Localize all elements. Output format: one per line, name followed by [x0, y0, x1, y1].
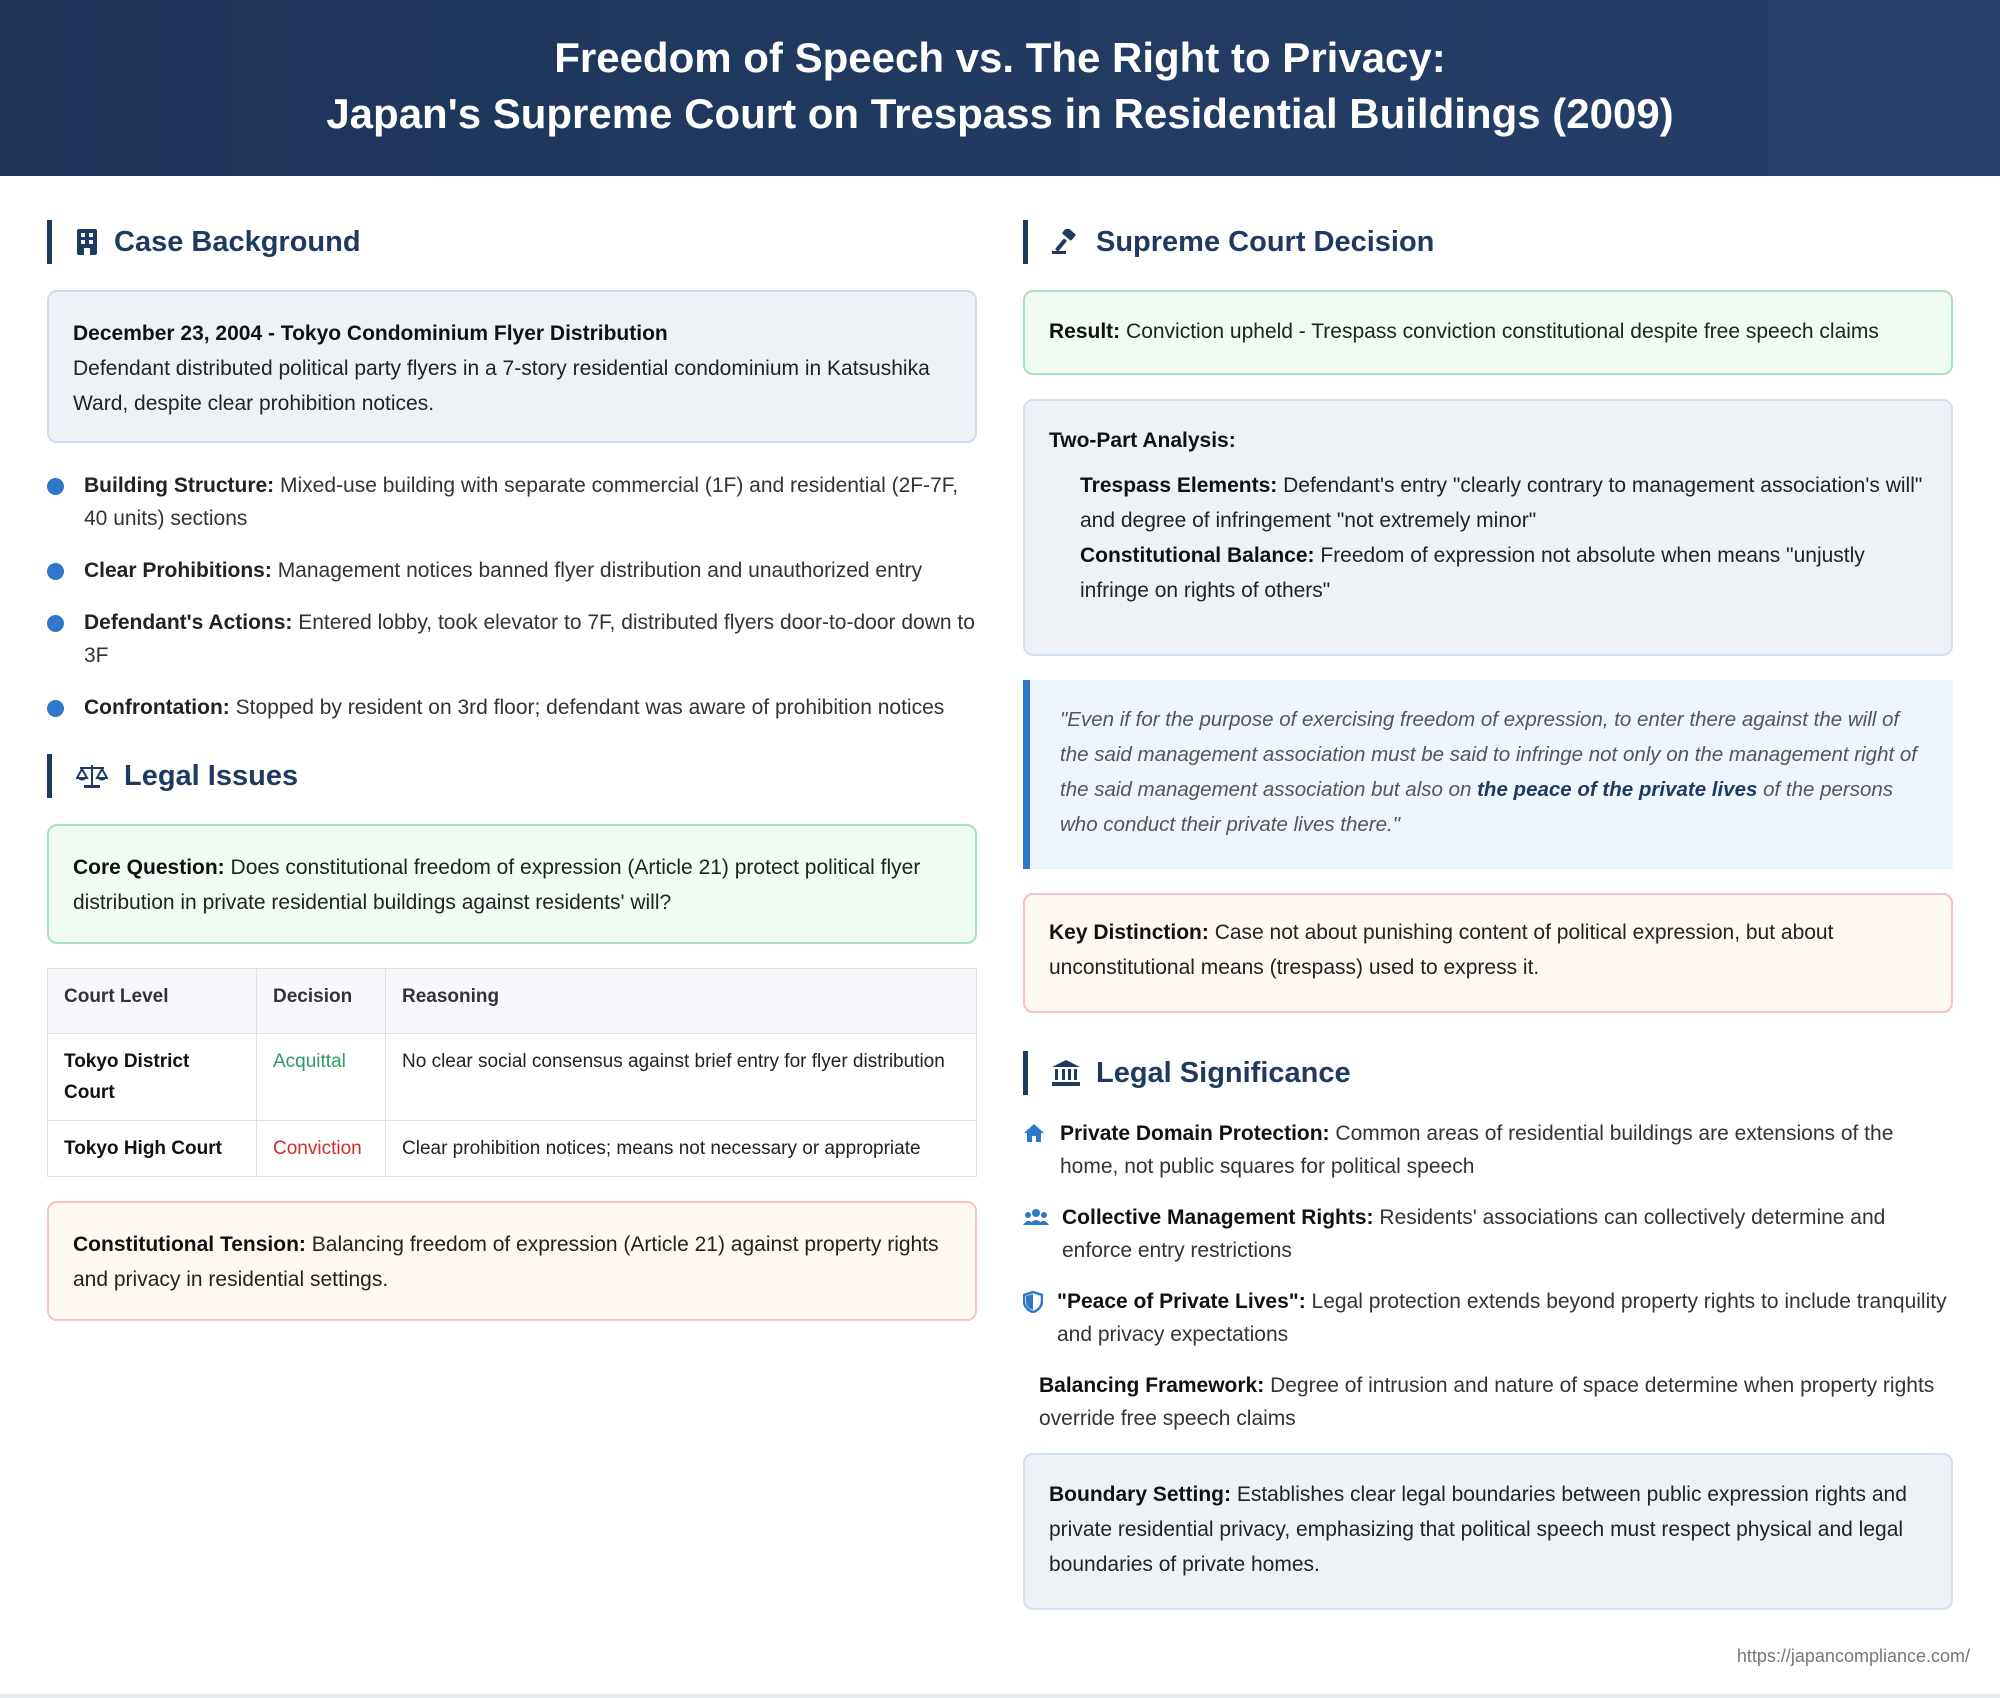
footer-url: https://japancompliance.com/: [1736, 1646, 1970, 1666]
table-header-row: [48, 969, 977, 1034]
two-part-analysis-box: [1023, 399, 1953, 656]
event-summary-box: [47, 290, 977, 443]
section-title: Supreme Court Decision: [1096, 225, 1435, 258]
home-icon: [1023, 1123, 1045, 1143]
constitutional-tension-box: Constitutional Tension: Balancing freedom of expression (Article 21) against property rights and privacy in residential settings.: [47, 1201, 977, 1321]
list-item: Private Domain Protection: Common areas of residential buildings are extensions of the home, not public squares for political speech: [1023, 1117, 1953, 1183]
section-title: Case Background: [114, 225, 361, 258]
list-item: Collective Management Rights: Residents' associations can collectively determine and enforce entry restrictions: [1023, 1201, 1953, 1267]
page-header: [0, 0, 2000, 176]
page-title-line-1: Freedom of Speech vs. The Right to Privacy:: [554, 34, 1446, 81]
table-row: [48, 1034, 977, 1121]
footer-divider: [0, 1694, 2000, 1698]
list-item: Building Structure: Mixed-use building with separate commercial (1F) and residential (2F-7F, 40 units) sections: [47, 469, 977, 535]
section-title: Legal Issues: [124, 759, 299, 792]
building-icon: [76, 229, 98, 255]
legal-issues-heading: [47, 754, 977, 798]
column-header: Decision: [257, 969, 386, 1034]
left-column: [47, 220, 977, 1321]
background-bullet-list: [47, 469, 977, 724]
reasoning-cell: No clear social consensus against brief entry for flyer distribution: [386, 1034, 977, 1121]
gavel-icon: [1052, 229, 1080, 255]
column-header: Reasoning: [386, 969, 977, 1034]
scale-icon: [76, 763, 108, 789]
supreme-court-decision-heading: [1023, 220, 1953, 264]
institution-icon: [1052, 1060, 1080, 1086]
list-item: Balancing Framework: Degree of intrusion and nature of space determine when property rights override free speech claims: [1039, 1374, 1935, 1430]
court-level-cell: Tokyo District Court: [48, 1034, 257, 1121]
users-icon: [1023, 1207, 1049, 1227]
list-item: Clear Prohibitions: Management notices banned flyer distribution and unauthorized entry: [47, 554, 977, 587]
decision-cell: Acquittal: [257, 1034, 386, 1121]
court-decisions-table: [47, 968, 977, 1177]
page-title-line-2: Japan's Supreme Court on Trespass in Residential Buildings (2009): [326, 90, 1674, 137]
list-item: "Peace of Private Lives": Legal protection extends beyond property rights to include tranquility and privacy expectations: [1023, 1285, 1953, 1351]
section-title: Legal Significance: [1096, 1056, 1351, 1089]
court-quote: "Even if for the purpose of exercising freedom of expression, to enter there against the will of the said management association must be said to infringe not only on the management right of the said management association but also on the peace of the private lives of the persons who conduct their private lives there.": [1023, 680, 1953, 869]
result-box: Result: Conviction upheld - Trespass conviction constitutional despite free speech claims: [1023, 290, 1953, 375]
analysis-title: Two-Part Analysis:: [1049, 429, 1236, 452]
event-text: Defendant distributed political party flyers in a 7-story residential condominium in Katsushika Ward, despite clear prohibition notices.: [73, 357, 930, 415]
key-distinction-box: Key Distinction: Case not about punishing content of political expression, but about unconstitutional means (trespass) used to express it.: [1023, 893, 1953, 1013]
decision-cell: Conviction: [257, 1121, 386, 1177]
shield-icon: [1023, 1291, 1043, 1313]
list-item: Confrontation: Stopped by resident on 3rd floor; defendant was aware of prohibition notices: [47, 691, 977, 724]
case-background-heading: [47, 220, 977, 264]
significance-list: [1023, 1117, 1953, 1435]
table-row: [48, 1121, 977, 1177]
analysis-balance: Constitutional Balance: Freedom of expression not absolute when means "unjustly infringe on rights of others": [1080, 544, 1865, 602]
list-item: Defendant's Actions: Entered lobby, took elevator to 7F, distributed flyers door-to-door down to 3F: [47, 606, 977, 672]
column-header: Court Level: [48, 969, 257, 1034]
event-title: December 23, 2004 - Tokyo Condominium Flyer Distribution: [73, 322, 668, 345]
legal-significance-heading: [1023, 1051, 1953, 1095]
reasoning-cell: Clear prohibition notices; means not necessary or appropriate: [386, 1121, 977, 1177]
boundary-setting-box: Boundary Setting: Establishes clear legal boundaries between public expression rights and private residential privacy, emphasizing that political speech must respect physical and legal boundaries of private homes.: [1023, 1453, 1953, 1610]
analysis-trespass: Trespass Elements: Defendant's entry "clearly contrary to management association's will" and degree of infringement "not extremely minor": [1080, 474, 1923, 532]
core-question-box: Core Question: Does constitutional freedom of expression (Article 21) protect political flyer distribution in private residential buildings against residents' will?: [47, 824, 977, 944]
right-column: [1023, 220, 1953, 1610]
court-level-cell: Tokyo High Court: [48, 1121, 257, 1177]
